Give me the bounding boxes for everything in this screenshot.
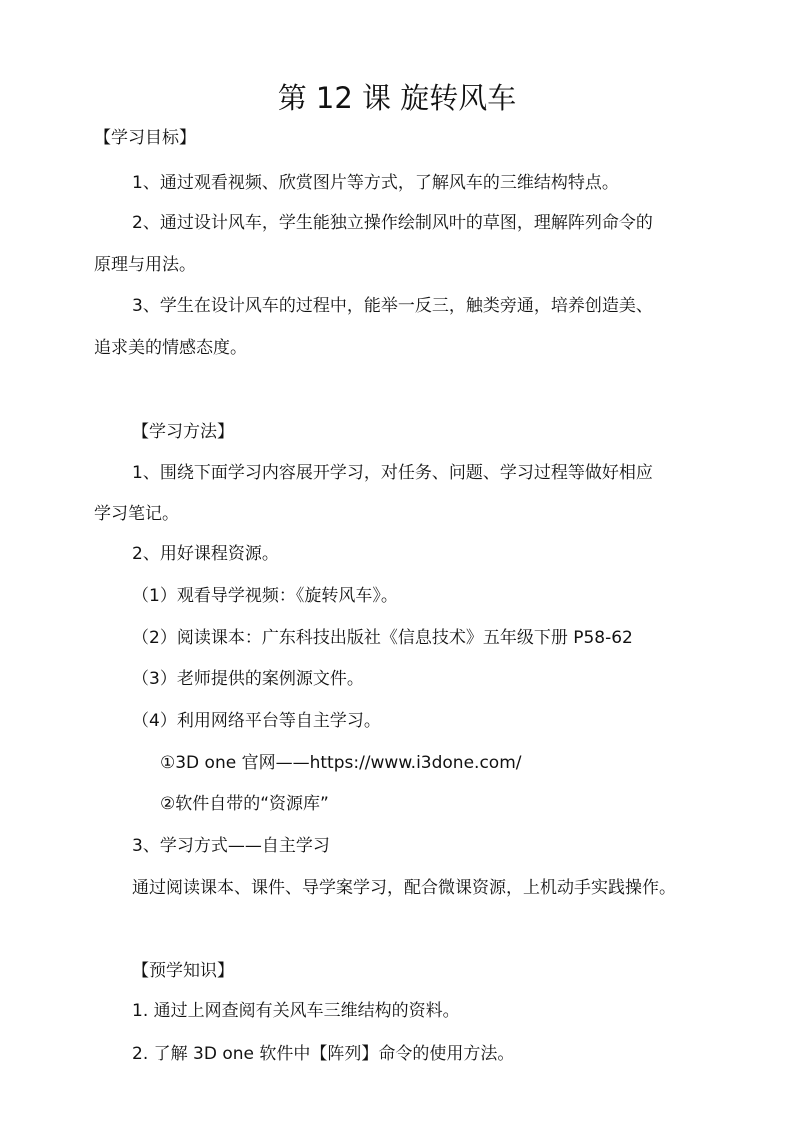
objectives-heading: 【学习目标】	[94, 128, 196, 148]
prestudy-heading: 【预学知识】	[132, 961, 234, 981]
method-2-item-1: （1）观看导学视频：《旋转风车》。	[132, 586, 398, 606]
resource-link-library: ②软件自带的“资源库”	[160, 794, 329, 814]
methods-heading: 【学习方法】	[132, 422, 234, 442]
method-2: 2、用好课程资源。	[132, 544, 279, 564]
method-1-line-2: 学习笔记。	[94, 504, 179, 524]
objective-2-line-1: 2、通过设计风车，学生能独立操作绘制风叶的草图，理解阵列命令的	[132, 213, 653, 233]
objective-3-line-2: 追求美的情感态度。	[94, 338, 247, 358]
method-1-line-1: 1、围绕下面学习内容展开学习，对任务、问题、学习过程等做好相应	[132, 463, 653, 483]
prestudy-2: 2. 了解 3D one 软件中【阵列】命令的使用方法。	[132, 1044, 515, 1064]
method-3-detail: 通过阅读课本、课件、导学案学习，配合微课资源，上机动手实践操作。	[132, 878, 676, 898]
prestudy-1: 1. 通过上网查阅有关风车三维结构的资料。	[132, 1001, 460, 1021]
method-2-item-2: （2）阅读课本：广东科技出版社《信息技术》五年级下册 P58-62	[132, 628, 633, 648]
method-3: 3、学习方式——自主学习	[132, 836, 330, 856]
method-2-item-3: （3）老师提供的案例源文件。	[132, 669, 364, 689]
page-title: 第 12 课 旋转风车	[277, 81, 517, 115]
objective-3-line-1: 3、学生在设计风车的过程中，能举一反三，触类旁通，培养创造美、	[132, 296, 653, 316]
method-2-item-4: （4）利用网络平台等自主学习。	[132, 711, 381, 731]
resource-link-website: ①3D one 官网——https://www.i3done.com/	[160, 753, 522, 773]
objective-1: 1、通过观看视频、欣赏图片等方式，了解风车的三维结构特点。	[132, 173, 619, 193]
objective-2-line-2: 原理与用法。	[94, 255, 196, 275]
